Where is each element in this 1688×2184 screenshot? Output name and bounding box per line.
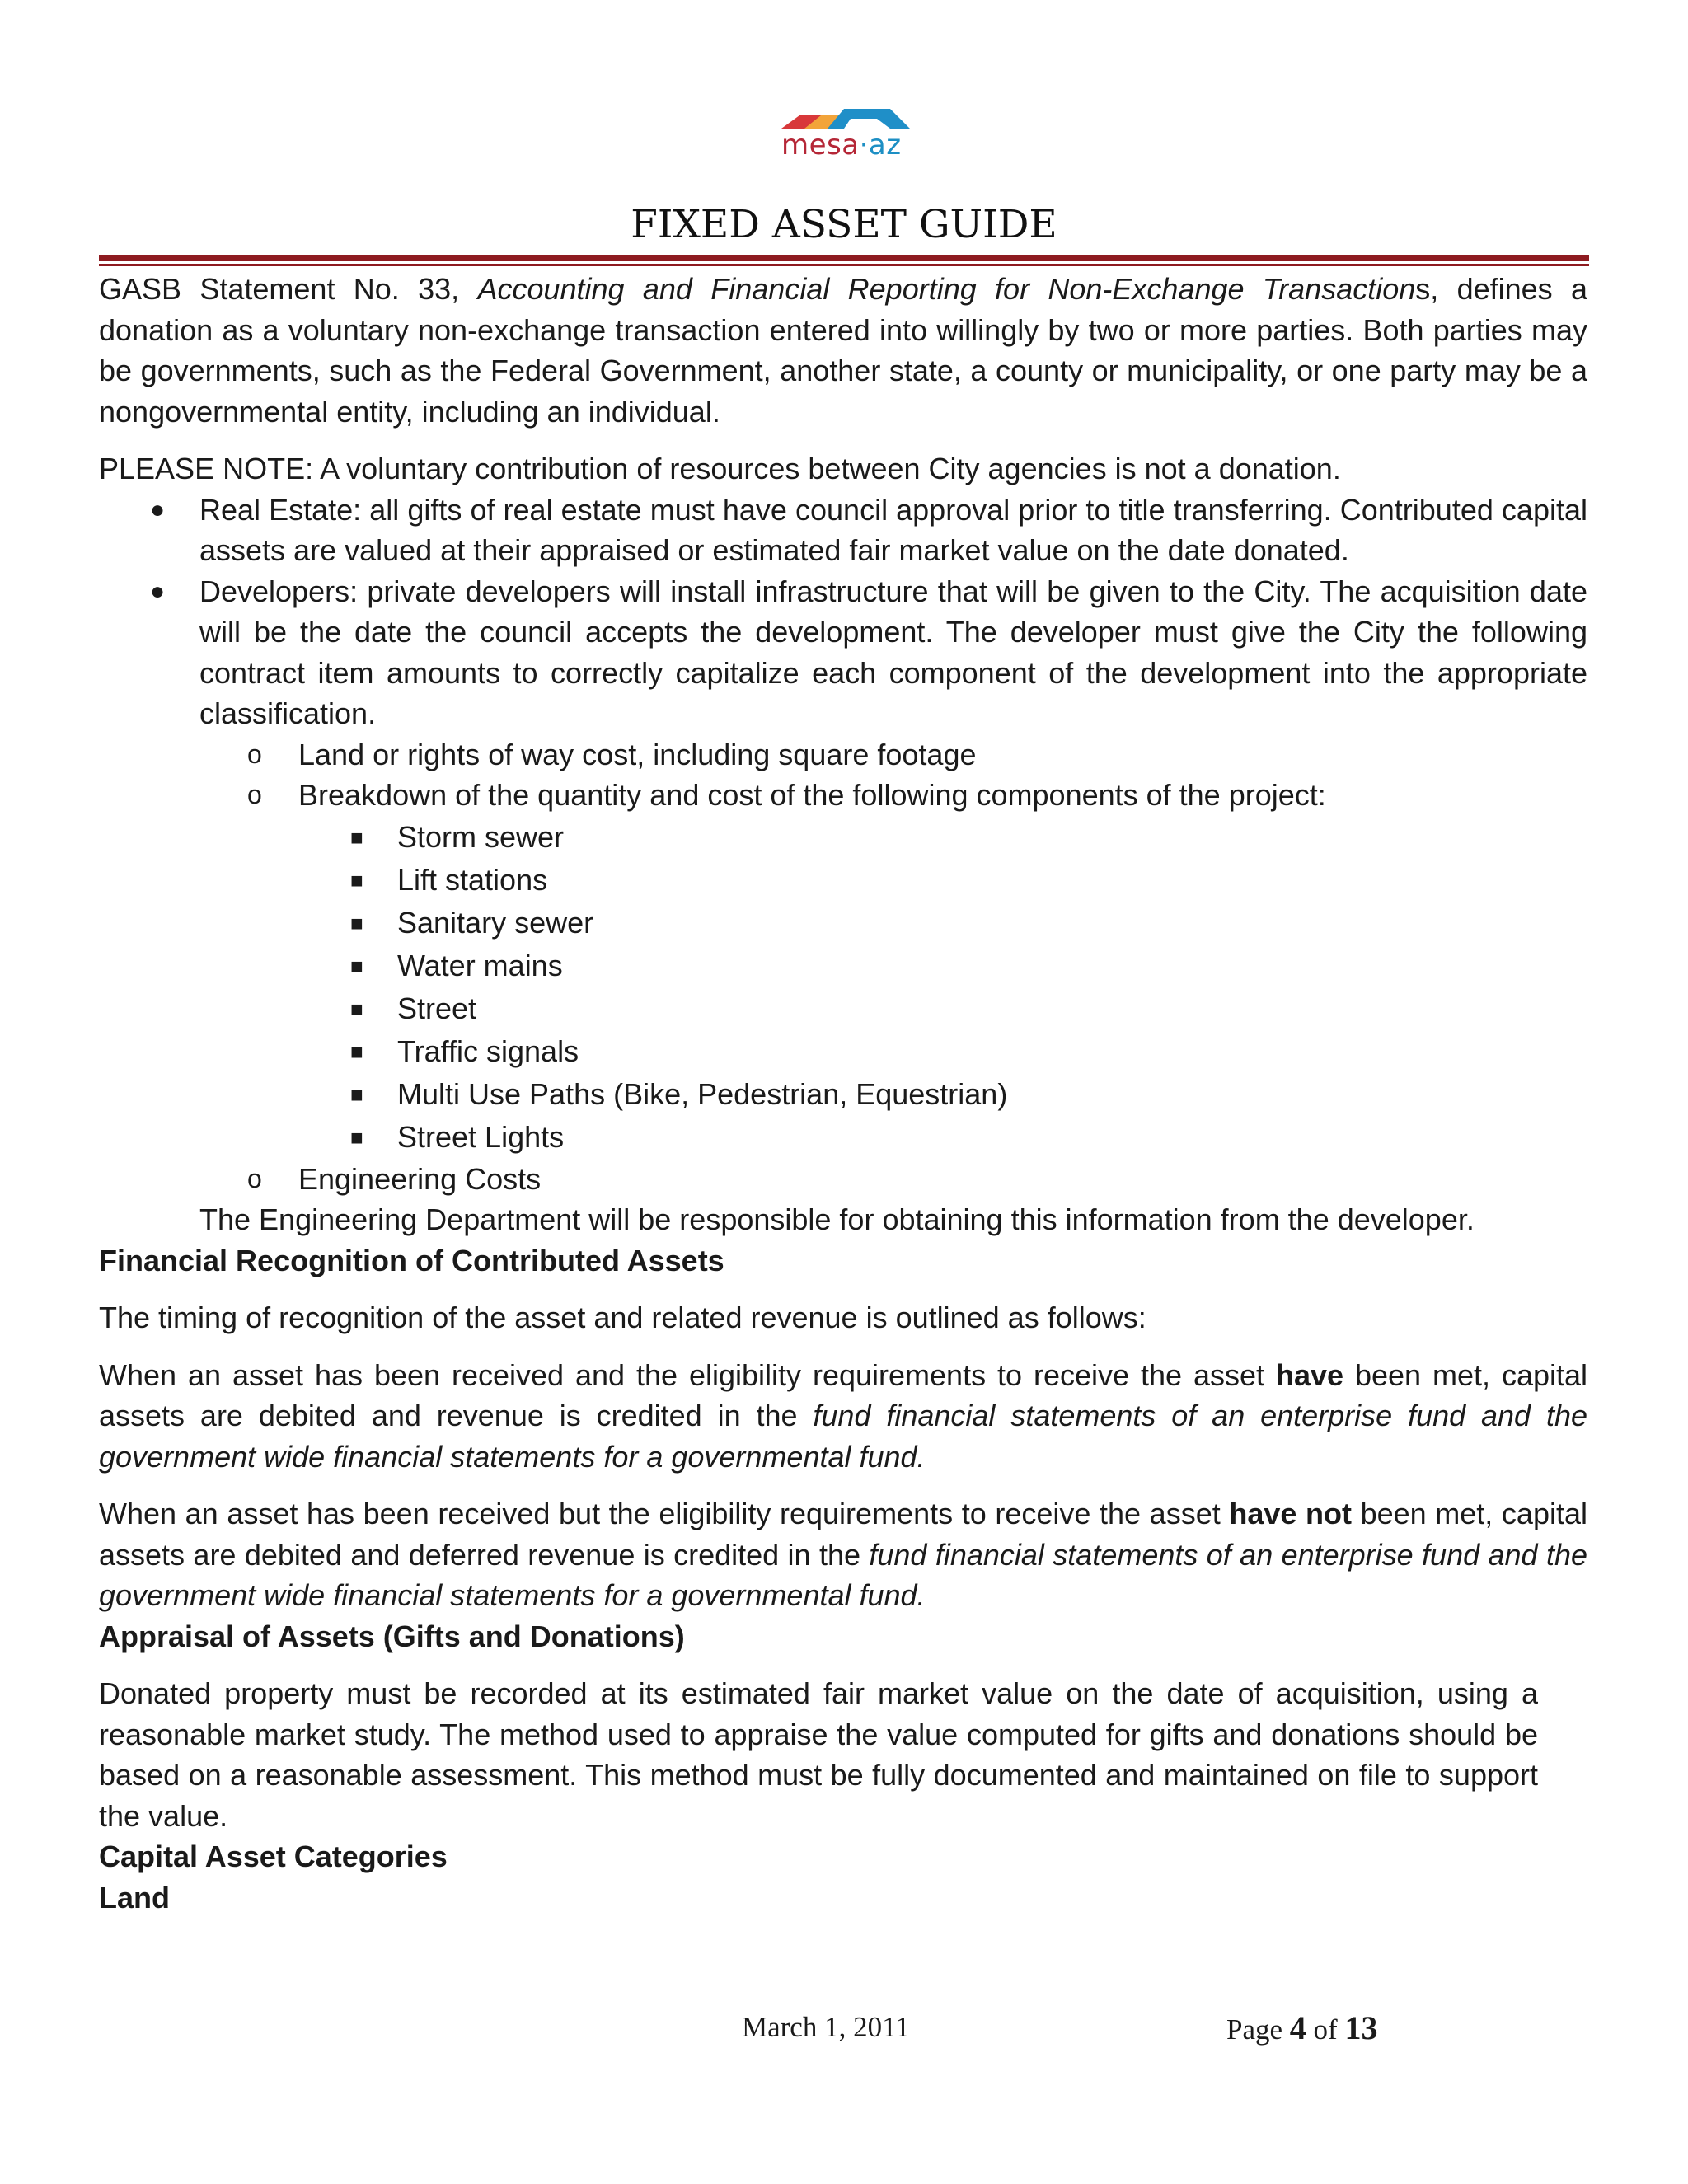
bullet-developers-text: Developers: private developers will install infrastructure that will be given to the City. The acquisition date will be the date the council accepts the development. The developer must give the City the following contract item amounts to correctly capitalize each component of the development into the appropriate classification.	[199, 574, 1587, 730]
bullet-real-estate	[99, 490, 1587, 571]
component-item	[99, 859, 1587, 902]
sub-item-breakdown-text: Breakdown of the quantity and cost of the following components of the project:	[298, 778, 1326, 812]
component-item	[99, 1030, 1587, 1073]
footer-date: March 1, 2011	[742, 2011, 910, 2043]
component-item	[99, 902, 1587, 944]
component-item-text: Street	[397, 991, 477, 1025]
recognition-1-pre: When an asset has been received and the eligibility requirements to receive the asset	[99, 1357, 1276, 1392]
footer-page-total: 13	[1344, 2009, 1378, 2046]
bullet-developers	[99, 571, 1587, 734]
component-item-text: Traffic signals	[397, 1033, 579, 1068]
recognition-2-mid: been met, capital assets are debited and deferred revenue is credited in the	[99, 1497, 1587, 1572]
recognition-1-bold: have	[1275, 1357, 1344, 1392]
engineering-note: The Engineering Department will be responsible for obtaining this information from the developer.	[199, 1202, 1475, 1236]
circle-bullet-icon: o	[247, 780, 262, 809]
logo-wordmark	[781, 129, 902, 162]
heading-appraisal: Appraisal of Assets (Gifts and Donations)	[99, 1619, 685, 1653]
logo-wordmark-mesa: mesa	[781, 129, 860, 162]
intro-text-pre: GASB Statement No. 33,	[99, 272, 478, 306]
heading-capital-asset-categories: Capital Asset Categories	[99, 1840, 448, 1873]
recognition-1-italic: fund financial statements of an enterprise fund and the government wide financial statements for a governmental fund.	[99, 1399, 1587, 1474]
logo-stripe-blue	[828, 109, 910, 129]
logo-wordmark-dot: ·	[859, 129, 869, 162]
square-bullet-icon: ■	[350, 1081, 363, 1107]
component-item	[99, 1073, 1587, 1116]
component-item-text: Water mains	[397, 948, 563, 982]
sub-item-land-text: Land or rights of way cost, including square footage	[298, 737, 977, 771]
bullet-dot-icon: ●	[150, 495, 166, 523]
document-title: FIXED ASSET GUIDE	[631, 202, 1057, 247]
recognition-paragraph-1	[99, 1355, 1587, 1478]
appraisal-paragraph: Donated property must be recorded at its estimated fair market value on the date of acquisition, using a reasonable market study. The method used to appraise the value computed for gifts and donations should be based on a reasonable assessment. This method must be fully documented and maintained on file to support the value.	[99, 1676, 1538, 1833]
component-item-text: Multi Use Paths (Bike, Pedestrian, Equestrian)	[397, 1076, 1008, 1111]
component-item-text: Storm sewer	[397, 819, 565, 854]
footer-page-number	[1226, 2008, 1377, 2047]
footer-page-current: 4	[1289, 2009, 1306, 2046]
recognition-2-pre: When an asset has been received but the eligibility requirements to receive the asset	[99, 1497, 1230, 1530]
bullet-dot-icon: ●	[150, 577, 166, 605]
component-item	[99, 816, 1587, 859]
square-bullet-icon: ■	[350, 824, 363, 850]
square-bullet-icon: ■	[350, 910, 363, 935]
timing-paragraph: The timing of recognition of the asset and related revenue is outlined as follows:	[99, 1301, 1146, 1334]
heading-financial-recognition: Financial Recognition of Contributed Assets	[99, 1243, 724, 1277]
square-bullet-icon: ■	[350, 867, 363, 893]
square-bullet-icon: ■	[350, 1124, 363, 1150]
logo-wordmark-az: az	[868, 129, 902, 162]
note-paragraph: PLEASE NOTE: A voluntary contribution of resources between City agencies is not a donation.	[99, 452, 1341, 485]
footer-page-word: Page	[1226, 2013, 1290, 2046]
component-item-text: Sanitary sewer	[397, 905, 594, 940]
circle-bullet-icon: o	[247, 738, 262, 769]
sub-item-breakdown	[99, 775, 1587, 816]
recognition-2-bold: have not	[1229, 1497, 1352, 1530]
bullet-real-estate-text: Real Estate: all gifts of real estate must have council approval prior to title transferring. Contributed capital assets are valued at their appraised or estimated fair market value on the date donated.	[199, 492, 1587, 567]
intro-paragraph	[99, 269, 1587, 432]
square-bullet-icon: ■	[350, 1038, 363, 1064]
sub-item-land	[99, 734, 1587, 776]
footer-of-word: of	[1306, 2013, 1345, 2046]
circle-bullet-icon: o	[247, 1163, 262, 1193]
recognition-2-italic: fund financial statements of an enterprise fund and the government wide financial statements for a governmental fund.	[99, 1537, 1587, 1612]
component-item-text: Street Lights	[397, 1119, 565, 1154]
square-bullet-icon: ■	[350, 953, 363, 978]
heading-land: Land	[99, 1880, 170, 1915]
sub-item-engineering	[99, 1159, 1587, 1200]
recognition-1-mid: been met, capital assets are debited and revenue is credited in the	[99, 1357, 1588, 1432]
component-item	[99, 1116, 1587, 1159]
title-rule-thick	[99, 255, 1589, 261]
component-item	[99, 944, 1587, 987]
component-item-text: Lift stations	[397, 862, 548, 897]
intro-text-post: s, defines a donation as a voluntary non-exchange transaction entered into willingly by two or more parties. Both parties may be governments, such as the Federal Government, another state, a county or municipality, or one party may be a nongovernmental entity, including an individual.	[99, 272, 1588, 429]
recognition-paragraph-2	[99, 1493, 1587, 1616]
sub-item-engineering-text: Engineering Costs	[298, 1161, 542, 1196]
intro-text-italic: Accounting and Financial Reporting for Non-Exchange Transaction	[477, 272, 1416, 306]
component-item	[99, 987, 1587, 1030]
square-bullet-icon: ■	[350, 996, 363, 1021]
document-body	[99, 269, 1587, 1918]
title-rule-thin	[99, 264, 1589, 266]
